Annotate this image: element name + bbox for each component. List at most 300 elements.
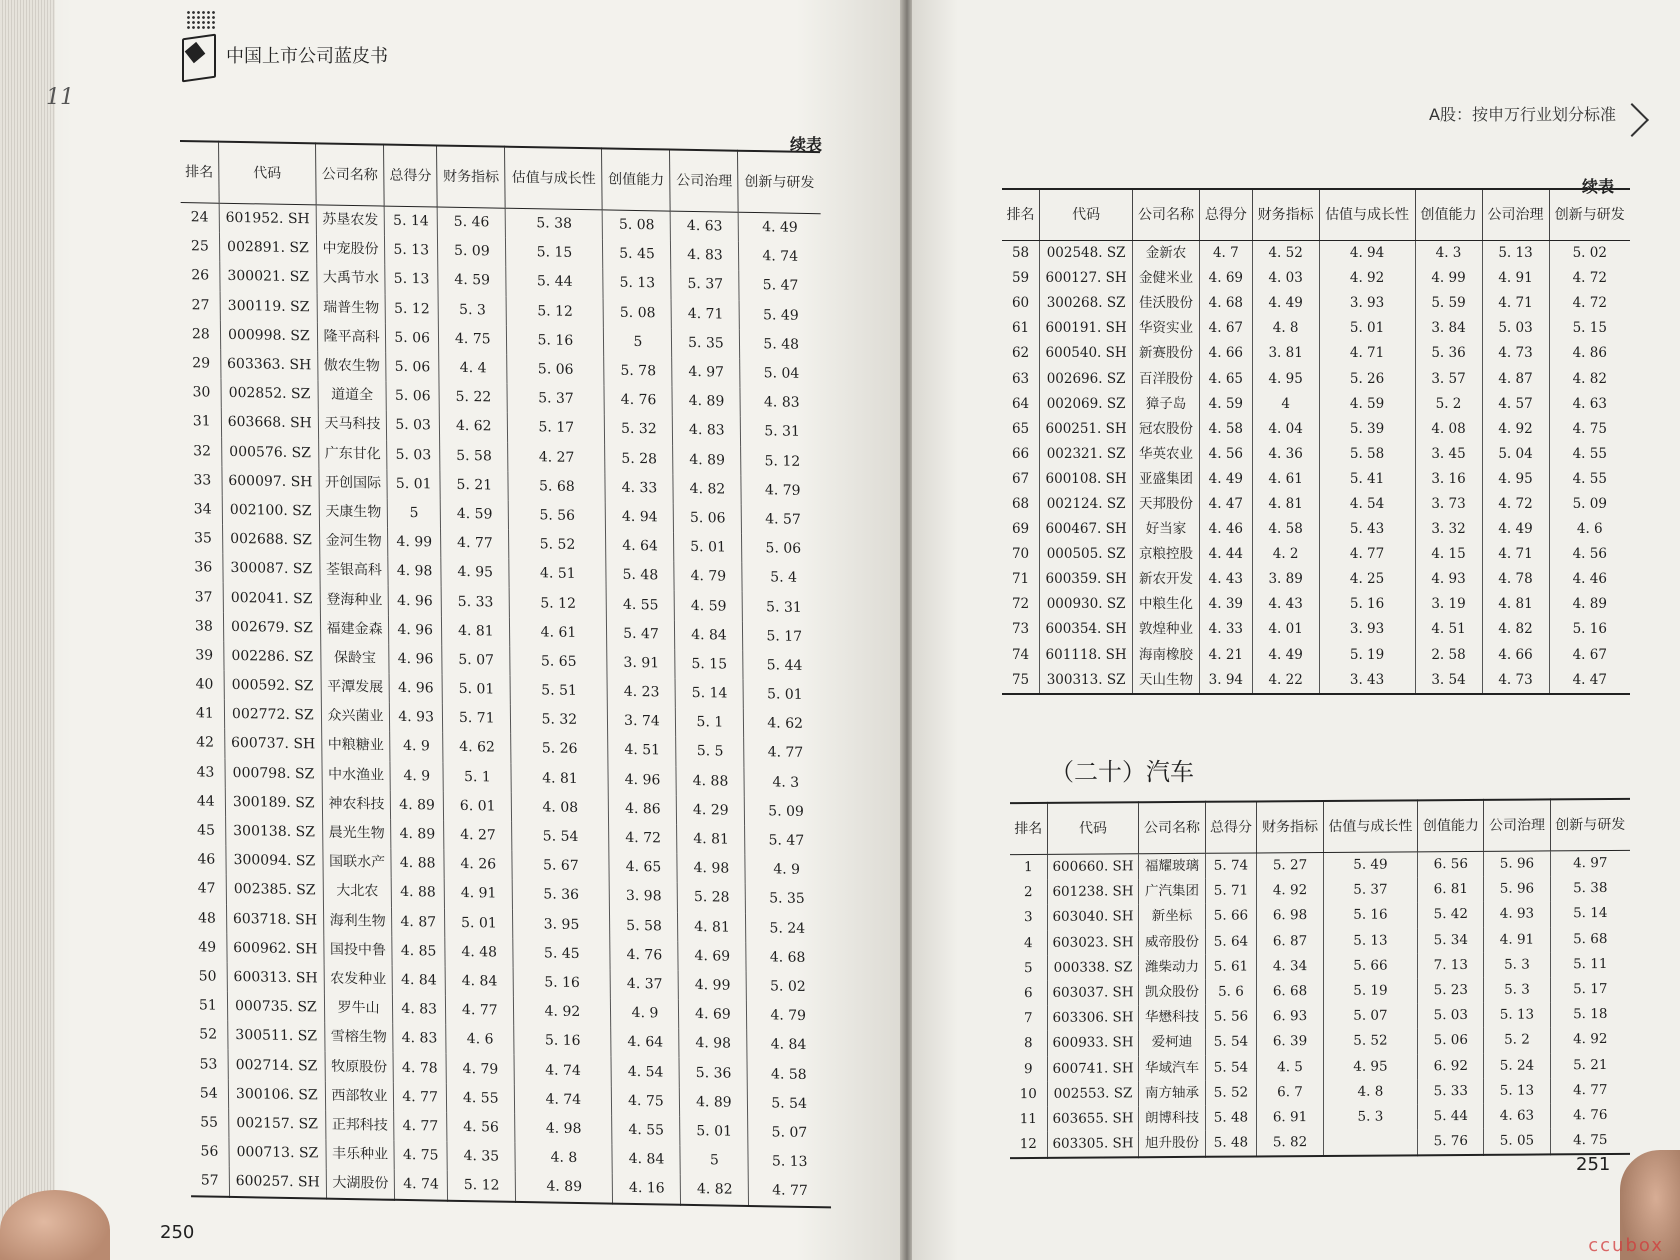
cell-rank: 29 [192,355,211,372]
cell-code: 300268. SZ [1040,291,1133,316]
cell-total-score: 4. 9 [390,732,444,762]
cell-financial: 5. 71 [443,704,511,734]
cell-innovation: 5. 47 [745,826,827,857]
cell-value-creation: 3. 73 [1415,492,1482,517]
cell-governance: 5. 96 [1484,877,1550,903]
cell-valuation-growth: 5. 17 [508,413,606,444]
cell-company-name: 大湖股份 [326,1169,394,1200]
cell-valuation-growth: 5. 52 [509,530,607,561]
cell-governance: 4. 73 [1482,341,1549,366]
cell-valuation-growth: 5. 26 [511,734,609,765]
cell-valuation-growth: 5. 68 [508,471,606,502]
cell-governance: 5. 3 [1484,977,1550,1003]
cell-financial: 4. 75 [439,324,507,354]
cell-company-name: 福建金森 [320,614,388,644]
cell-company-name: 威帝股份 [1139,929,1205,955]
table-row [1002,392,1630,417]
cell-governance: 4. 98 [679,1029,747,1059]
cell-value-creation: 4. 96 [608,765,676,795]
cell-innovation: 4. 79 [747,1001,829,1032]
cell-value-creation: 5. 58 [610,911,678,941]
cell-valuation-growth: 5. 56 [508,501,606,532]
cell-company-name: 旭升股份 [1139,1131,1205,1158]
cell-total-score: 5. 13 [385,265,439,295]
left-page-number: 250 [160,1222,195,1243]
cell-total-score: 4. 96 [389,674,443,704]
cell-code: 000798. SZ [225,758,323,789]
cell-code: 000576. SZ [221,437,319,468]
cell-innovation: 5. 15 [1549,316,1630,341]
cell-total-score: 4. 99 [388,528,442,558]
cell-value-creation: 3. 57 [1415,366,1482,391]
cell-innovation: 4. 75 [1549,417,1630,442]
cell-value-creation: 4. 51 [608,736,676,766]
column-header-total-score: 总得分 [383,145,437,207]
cell-innovation: 4. 89 [1549,592,1630,617]
cell-governance: 4. 89 [680,1087,748,1117]
cell-rank: 1 [1024,859,1033,876]
cell-value-creation: 5. 48 [606,561,674,591]
cell-financial: 4. 22 [1252,668,1319,694]
cell-value-creation: 4. 37 [611,969,679,999]
cell-valuation-growth: 5. 66 [1323,953,1418,979]
cell-value-creation: 5. 06 [1418,1028,1484,1054]
cell-value-creation: 5. 32 [605,415,673,445]
cell-total-score: 4. 96 [389,644,443,674]
cell-company-name: 海利生物 [324,906,392,936]
cell-valuation-growth: 5. 54 [512,822,610,853]
cell-valuation-growth: 4. 92 [1319,266,1415,291]
cell-financial: 5. 1 [443,762,511,792]
cell-innovation: 5. 35 [746,884,828,915]
cell-governance: 4. 81 [677,825,745,855]
cell-company-name: 凯众股份 [1139,980,1205,1006]
cell-rank: 65 [1011,420,1030,437]
column-header-rank: 排名 [180,141,219,203]
cell-innovation: 4. 47 [1549,668,1630,694]
cell-financial: 4. 59 [441,499,509,529]
cell-value-creation: 6. 56 [1418,851,1484,877]
cell-financial: 4. 77 [441,529,509,559]
cell-financial: 4. 2 [1252,542,1319,567]
cell-rank: 40 [195,676,214,693]
cell-innovation: 4. 82 [1549,366,1630,391]
cell-value-creation: 5. 03 [1418,1003,1484,1029]
cell-value-creation: 5. 28 [605,444,673,474]
cell-governance: 4. 82 [673,474,741,504]
cell-rank: 55 [200,1114,219,1131]
cell-company-name: 平潭发展 [321,672,389,702]
cell-financial: 6. 98 [1257,903,1323,929]
cell-financial: 5. 3 [438,295,506,325]
cell-value-creation: 4. 93 [1415,567,1482,592]
cell-governance: 4. 95 [1482,467,1549,492]
cell-valuation-growth: 4. 74 [514,1055,612,1086]
cell-valuation-growth: 4. 59 [1319,392,1415,417]
cell-innovation: 5. 18 [1550,1002,1630,1028]
cell-code: 600257. SH [229,1167,327,1199]
cell-total-score: 5. 66 [1205,904,1257,930]
cell-rank: 54 [199,1085,218,1102]
cell-valuation-growth: 5. 16 [507,325,605,356]
cell-financial: 4. 81 [442,616,510,646]
cell-valuation-growth: 5. 44 [506,267,604,298]
cell-rank: 51 [198,997,217,1014]
cell-governance: 4. 69 [679,1000,747,1030]
cell-rank: 45 [197,822,216,839]
cell-total-score: 5. 14 [384,206,438,237]
column-header-company-name: 公司名称 [1133,189,1200,241]
cell-innovation: 5. 07 [748,1118,830,1149]
cell-rank: 63 [1011,370,1030,387]
cell-financial: 4. 52 [1252,241,1319,267]
column-header-total-score: 总得分 [1200,189,1253,241]
cell-total-score: 4. 68 [1200,291,1253,316]
cell-value-creation: 2. 58 [1415,643,1482,668]
cell-valuation-growth: 5. 06 [507,355,605,386]
cell-financial: 4. 04 [1252,417,1319,442]
cell-governance: 5. 36 [679,1058,747,1088]
cell-value-creation: 5. 34 [1418,927,1484,953]
cell-code: 603023. SH [1047,930,1139,956]
cell-rank: 30 [192,384,211,401]
cell-rank: 72 [1011,596,1030,613]
cell-rank: 12 [1019,1136,1037,1153]
cell-total-score: 4. 59 [1200,392,1253,417]
cell-financial: 4. 56 [447,1113,515,1143]
cell-rank: 73 [1011,621,1030,638]
cell-financial: 4. 26 [444,850,512,880]
cell-valuation-growth: 3. 43 [1319,668,1415,694]
cell-governance: 4. 99 [679,971,747,1001]
cell-innovation: 4. 6 [1549,517,1630,542]
cell-value-creation: 3. 98 [610,882,678,912]
cell-valuation-growth: 5. 16 [513,968,611,999]
cell-governance: 4. 83 [671,241,739,271]
cell-governance: 4. 98 [677,854,745,884]
cell-code: 600354. SH [1040,617,1133,642]
cell-innovation: 4. 46 [1549,567,1630,592]
cell-valuation-growth: 4. 25 [1319,567,1415,592]
cell-governance: 4. 89 [672,387,740,417]
cell-value-creation: 3. 45 [1415,442,1482,467]
table-row [1002,241,1630,267]
cell-innovation: 4. 79 [741,476,823,507]
cell-innovation: 4. 83 [740,388,822,419]
cell-rank: 42 [196,734,215,752]
cell-innovation: 5. 09 [745,797,827,828]
cell-company-name: 华英农业 [1133,442,1200,467]
cell-total-score: 5. 74 [1205,853,1257,879]
cell-valuation-growth: 5. 16 [1323,903,1418,929]
cell-financial: 4. 49 [1252,291,1319,316]
cell-governance: 4. 71 [1482,291,1549,316]
cell-total-score: 5. 61 [1205,954,1257,980]
cell-valuation-growth: 5. 16 [514,1026,612,1057]
column-header-financial: 财务指标 [1252,189,1319,241]
cell-governance: 4. 92 [1482,417,1549,442]
cell-financial: 4. 84 [445,967,513,997]
cell-company-name: 中宠股份 [317,235,385,265]
cell-financial: 5. 21 [440,470,508,500]
cell-valuation-growth: 4. 8 [515,1143,613,1174]
cell-innovation: 4. 84 [747,1030,829,1061]
cell-financial: 3. 89 [1252,567,1319,592]
cell-valuation-growth: 5. 38 [505,208,603,239]
cell-total-score: 4. 78 [393,1053,447,1083]
cell-company-name: 敦煌种业 [1133,617,1200,642]
column-header-company-name: 公司名称 [1139,802,1205,854]
column-header-financial: 财务指标 [1257,801,1323,853]
cell-rank: 5 [1024,959,1033,976]
cell-governance: 4. 84 [675,620,743,650]
cell-rank: 6 [1024,985,1033,1002]
cell-company-name: 傲农生物 [318,351,386,381]
cell-rank: 8 [1024,1035,1033,1052]
cell-code: 000998. SZ [220,320,318,351]
cell-value-creation: 5. 08 [604,298,672,328]
cell-financial: 4. 92 [1257,878,1323,904]
cell-total-score: 4. 69 [1200,266,1253,291]
cell-valuation-growth [1323,1129,1418,1156]
cell-financial: 4. 43 [1252,592,1319,617]
cell-rank: 56 [200,1143,219,1160]
book-logo-icon [182,32,216,78]
cell-value-creation: 3. 74 [608,707,676,737]
cell-innovation: 4. 72 [1549,291,1630,316]
cell-financial: 4. 03 [1252,266,1319,291]
cell-total-score: 4. 77 [394,1112,448,1142]
auto-ranking-table [1010,798,1630,1160]
cell-financial: 5. 12 [448,1171,516,1202]
table-row [1002,291,1630,316]
cell-code: 600660. SH [1047,854,1139,880]
column-header-innovation: 创新与研发 [1550,799,1630,851]
column-header-valuation-growth: 估值与成长性 [505,147,603,210]
cell-code: 002714. SZ [228,1050,326,1081]
cell-code: 300189. SZ [225,788,323,819]
cell-valuation-growth: 4. 95 [1323,1054,1418,1080]
cell-code: 600313. SH [227,963,325,994]
cell-code: 300313. SZ [1040,668,1133,694]
cell-rank: 58 [1011,245,1030,262]
cell-value-creation: 3. 32 [1415,517,1482,542]
cell-rank: 44 [196,793,215,810]
cell-value-creation: 3. 91 [607,648,675,678]
cell-code: 002041. SZ [223,583,321,614]
cell-innovation: 5. 21 [1550,1052,1630,1078]
cell-value-creation: 4. 55 [607,590,675,620]
cell-financial: 6. 87 [1257,929,1323,955]
cell-company-name: 福耀玻璃 [1139,853,1205,879]
cell-rank: 37 [194,588,213,606]
cell-rank: 62 [1011,345,1030,362]
cell-total-score: 5. 54 [1205,1030,1257,1056]
cell-code: 002124. SZ [1040,492,1133,517]
cell-financial: 5. 46 [437,207,505,238]
cell-rank: 31 [192,413,211,430]
cell-innovation: 5. 4 [742,563,824,594]
cell-financial: 6. 01 [444,791,512,821]
right-page-number: 251 [1576,1154,1611,1175]
cell-total-score: 5. 12 [385,294,439,324]
cell-total-score: 4. 75 [394,1141,448,1171]
cell-code: 603305. SH [1047,1131,1139,1158]
cell-governance: 5. 37 [671,270,739,300]
cell-company-name: 潍柴动力 [1139,955,1205,981]
cell-company-name: 佳沃股份 [1133,291,1200,316]
right-ranking-table [1002,188,1630,695]
cell-innovation: 5. 49 [739,300,821,331]
cell-innovation: 4. 9 [745,855,827,886]
cell-valuation-growth: 5. 12 [509,588,607,619]
cell-governance: 5. 05 [1484,1128,1550,1155]
cell-value-creation: 4. 76 [604,386,672,416]
cell-governance: 4. 49 [1482,517,1549,542]
cell-valuation-growth: 5. 41 [1319,467,1415,492]
cell-financial: 4. 27 [444,821,512,851]
cell-value-creation: 4. 84 [612,1145,680,1175]
cell-code: 300119. SZ [220,291,318,322]
cell-rank: 46 [197,851,216,868]
cell-company-name: 中粮生化 [1133,592,1200,617]
cell-code: 600359. SH [1040,567,1133,592]
column-header-code: 代码 [1047,802,1139,854]
table-row [1002,542,1630,567]
cell-innovation: 4. 77 [749,1176,831,1208]
cell-company-name: 金健米业 [1133,266,1200,291]
cell-innovation: 4. 55 [1549,467,1630,492]
cell-financial: 4 [1252,392,1319,417]
cell-code: 603668. SH [221,408,319,439]
cell-governance: 5. 28 [678,883,746,913]
cell-governance: 5. 01 [674,533,742,563]
cell-financial: 5. 27 [1257,852,1323,878]
cell-valuation-growth: 3. 93 [1319,291,1415,316]
cell-innovation: 5. 48 [740,330,822,361]
cell-total-score: 4. 89 [390,790,444,820]
cell-financial: 4. 36 [1252,442,1319,467]
watermark: ccubox [1588,1235,1664,1256]
cell-innovation: 5. 31 [741,417,823,448]
cell-innovation: 4. 86 [1549,341,1630,366]
cell-total-score: 4. 83 [392,995,446,1025]
cell-code: 300094. SZ [226,846,324,877]
cell-code: 300511. SZ [227,1021,325,1052]
cell-code: 300087. SZ [222,554,320,585]
cell-value-creation: 4. 3 [1415,241,1482,267]
cell-valuation-growth: 4. 54 [1319,492,1415,517]
cell-code: 002548. SZ [1040,241,1133,267]
cell-code: 600933. SH [1047,1031,1139,1057]
cell-total-score: 4. 84 [392,966,446,996]
table-row [1002,316,1630,341]
cell-rank: 27 [191,296,210,314]
cell-valuation-growth: 4. 08 [512,793,610,824]
cell-rank: 36 [194,559,213,576]
cell-company-name: 神农科技 [322,789,390,819]
cell-total-score: 4. 88 [391,878,445,908]
cell-valuation-growth: 5. 07 [1323,1003,1418,1029]
cell-company-name: 国联水产 [323,848,391,878]
cell-value-creation: 5 [604,327,672,357]
cell-rank: 38 [194,618,213,635]
cell-valuation-growth: 5. 26 [1319,366,1415,391]
cell-company-name: 天邦股份 [1133,492,1200,517]
cell-governance: 4. 69 [678,941,746,971]
cell-innovation: 5. 44 [743,651,825,682]
cell-total-score: 4. 93 [389,703,443,733]
cell-value-creation: 3. 54 [1415,668,1482,694]
cell-code: 600962. SH [226,934,324,965]
cell-total-score: 4. 43 [1200,567,1253,592]
cell-company-name: 中水渔业 [322,760,390,790]
cell-code: 002688. SZ [222,525,320,556]
cell-financial: 5. 09 [438,237,506,267]
cell-company-name: 亚盛集团 [1133,467,1200,492]
cell-total-score: 5. 06 [386,353,440,383]
cell-rank: 3 [1024,909,1033,926]
cell-innovation: 4. 68 [746,943,828,974]
cell-total-score: 4. 39 [1200,592,1253,617]
cell-rank: 11 [1019,1110,1037,1128]
cell-rank: 32 [193,442,212,460]
cell-governance: 4. 91 [1482,266,1549,291]
cell-governance: 5. 03 [1482,316,1549,341]
cell-value-creation: 3. 84 [1415,316,1482,341]
cell-total-score: 4. 66 [1200,341,1253,366]
cell-value-creation: 4. 15 [1415,542,1482,567]
cell-value-creation: 4. 75 [612,1086,680,1116]
cell-value-creation: 4. 9 [611,999,679,1029]
cell-rank: 25 [190,238,209,255]
cell-innovation: 4. 67 [1549,643,1630,668]
cell-financial: 4. 48 [445,937,513,967]
left-ranking-table [180,140,831,1209]
cell-value-creation: 4. 64 [611,1028,679,1058]
cell-code: 600540. SH [1040,341,1133,366]
cell-valuation-growth: 5. 19 [1319,643,1415,668]
cell-valuation-growth: 5. 37 [507,384,605,415]
cell-valuation-growth: 4. 94 [1319,241,1415,267]
table-row [1002,567,1630,592]
cell-financial: 4. 58 [1252,517,1319,542]
cell-total-score: 5. 06 [385,323,439,353]
cell-rank: 4 [1024,934,1033,951]
cell-total-score: 5. 6 [1205,979,1257,1005]
column-header-total-score: 总得分 [1205,801,1257,853]
cell-company-name: 开创国际 [319,468,387,498]
cell-innovation: 4. 62 [744,709,826,740]
cell-value-creation: 5. 78 [604,356,672,386]
cell-code: 000713. SZ [229,1138,327,1169]
cell-code: 300021. SZ [219,262,317,293]
cell-value-creation: 5. 44 [1418,1104,1484,1130]
cell-financial: 6. 39 [1257,1029,1323,1055]
cell-value-creation: 4. 86 [609,794,677,824]
cell-code: 600737. SH [224,729,322,760]
cell-company-name: 保龄宝 [321,643,389,673]
cell-rank: 66 [1011,445,1030,462]
cell-value-creation: 5. 33 [1418,1079,1484,1105]
cell-value-creation: 4. 64 [606,532,674,562]
cell-financial: 4. 35 [447,1142,515,1172]
cell-value-creation: 5. 45 [603,240,671,270]
cell-rank: 60 [1011,295,1030,312]
cell-governance: 4. 83 [673,416,741,446]
cell-total-score: 4. 89 [391,820,445,850]
cell-innovation: 4. 75 [1550,1128,1630,1155]
